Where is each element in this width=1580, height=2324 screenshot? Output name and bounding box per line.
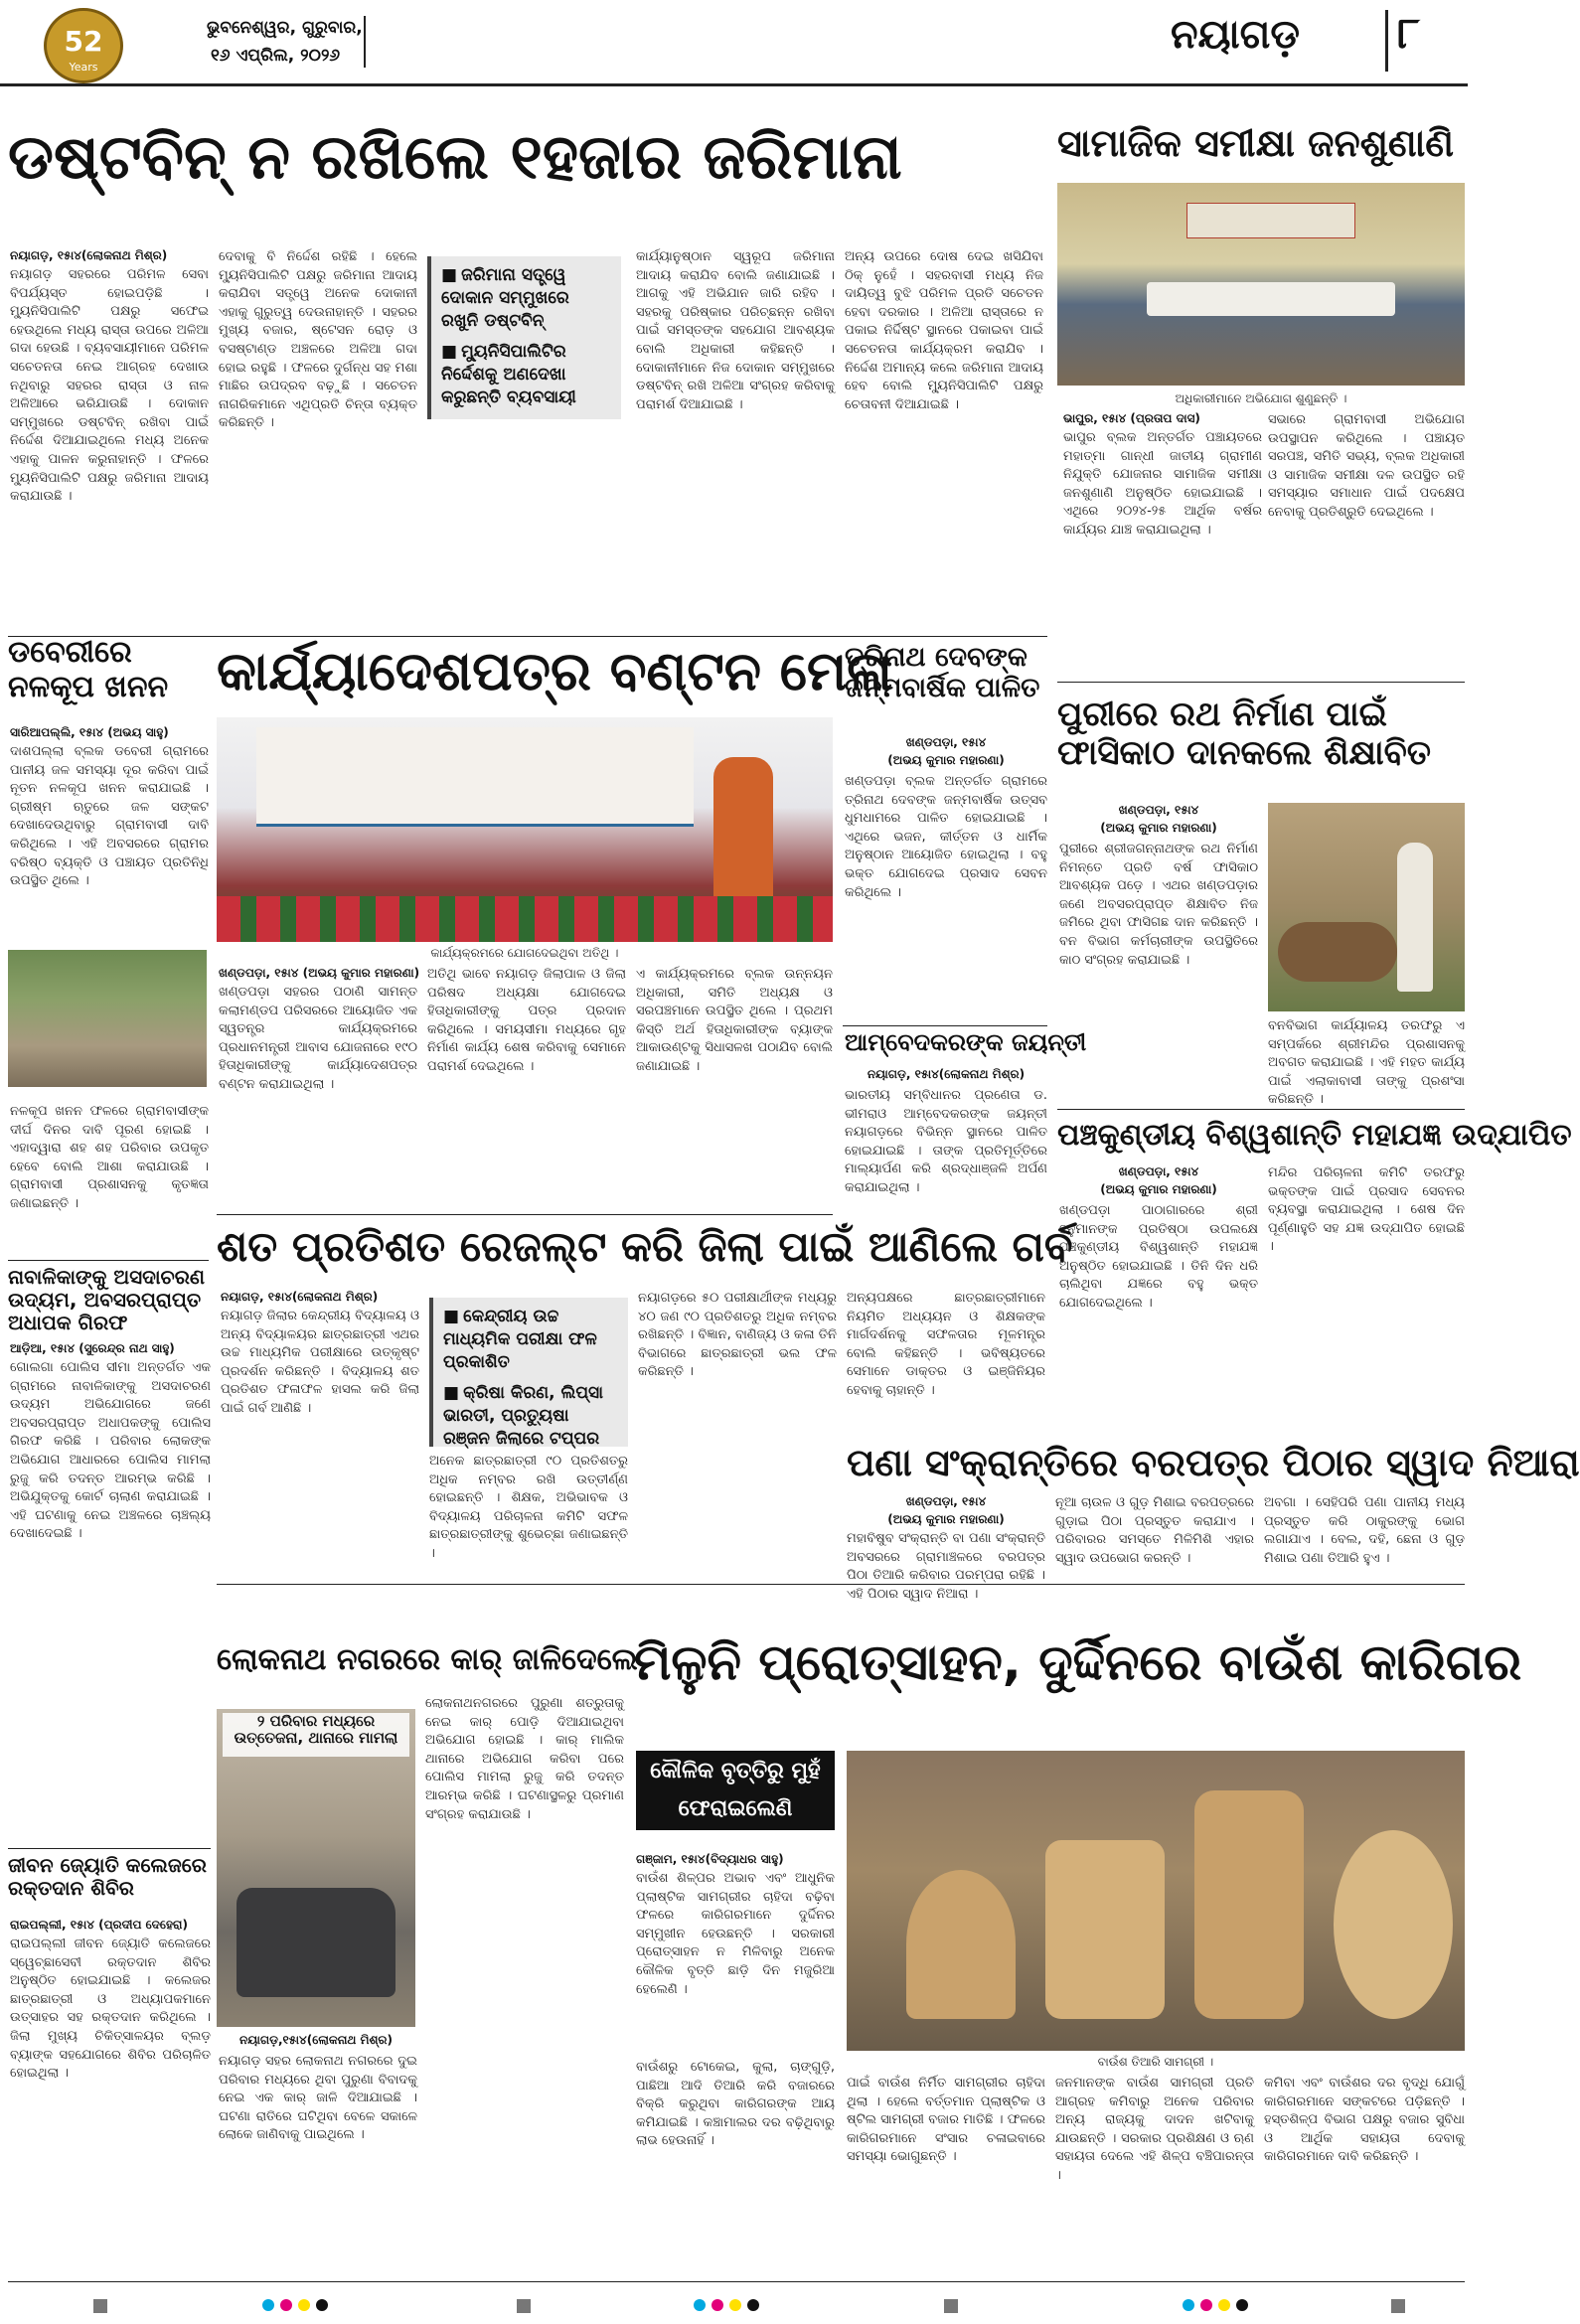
work-order-flowers bbox=[217, 896, 833, 942]
result-highlights bbox=[429, 1298, 628, 1447]
lead-highlight-1: ■ ଜରିମାନା ସତ୍ତ୍ୱେ ଦୋକାନ ସମ୍ମୁଖରେ ରଖୁନି ଡଷ୍ଟବିନ୍ bbox=[441, 264, 611, 333]
footer-rule bbox=[8, 2281, 1465, 2282]
social-audit-dateline: ଭାପୁର, ୧୫ା୪ (ପ୍ରତାପ ଦାସ) bbox=[1063, 411, 1200, 425]
social-audit-bottom-rule bbox=[1057, 682, 1465, 683]
social-audit-caption: ଅଧିକାରୀମାନେ ଅଭିଯୋଗ ଶୁଣୁଛନ୍ତି । bbox=[1175, 391, 1347, 405]
welfare-body: ଗୋଲଗା ପୋଲିସ ସୀମା ଅନ୍ତର୍ଗତ ଏକ ଗ୍ରାମରେ ନାବାଳିକାଙ୍କୁ ଅସଦାଚରଣ ଉଦ୍ୟମ ଅଭିଯୋଗରେ ଜଣେ ଅବସରପ୍ରାପ୍ତ ଅଧାପକଙ୍କୁ ପୋଲିସ ଗିରଫ କରିଛି । ପରିବାର ଲୋକଙ୍କ ଅଭିଯୋଗ ଆଧାରରେ ପୋଲିସ ମାମଲା ରୁଜୁ କରି ତଦନ୍ତ ଆରମ୍ଭ କରିଛି । ଅଭିଯୁକ୍ତକୁ କୋର୍ଟ ଚାଲାଣ କରାଯାଇଛି । ଏହି ଘଟଣାକୁ ନେଇ ଅଞ୍ଚଳରେ ଚାଞ୍ଚଲ୍ୟ ଦେଖାଦେଇଛି । bbox=[10, 1360, 211, 1542]
car-subheadline: ୨ ପରିବାର ମଧ୍ୟରେ ଉତ୍ତେଜନା, ଥାନାରେ ମାମଲା bbox=[223, 1713, 409, 1757]
masthead-place-date: ଭୁବନେଶ୍ୱର, ଗୁରୁବାର, bbox=[207, 18, 363, 38]
artisans-caption: ବାଉଁଶ ତିଆରି ସାମଗ୍ରୀ । bbox=[1097, 2055, 1214, 2069]
work-order-bottom-rule bbox=[217, 1214, 833, 1215]
chariot-dateline: ଖଣ୍ଡପଡ଼ା, ୧୫ା୪ bbox=[1118, 803, 1199, 817]
car-dateline: ନୟାଗଡ଼,୧୫ା୪(ଲୋକନାଥ ମିଶ୍ର) bbox=[238, 2033, 394, 2047]
masthead-divider-right bbox=[1385, 10, 1388, 72]
result-bottom-rule bbox=[217, 1584, 1465, 1585]
car-wreck bbox=[237, 1888, 395, 1997]
lead-column-1: ନୟାଗଡ଼ ସହରରେ ପରିମଳ ସେବା ବିପର୍ଯ୍ୟସ୍ତ ହୋଇପଡ଼ିଛି । ମ୍ୟୁନିସିପାଲିଟି ପକ୍ଷରୁ ସଫେଇ ହେଉଥିଲେ ମଧ୍ୟ ରାସ୍ତା ଉପରେ ଅଳିଆ ଗଦା ହେଉଛି । ବ୍ୟବସାୟୀମାନେ ପରିମଳ ସଚେତନତା ନେଇ ଆଗ୍ରହ ଦେଖାଉ ନଥିବାରୁ ସହରର ରାସ୍ତା ଓ ନାଳ ଅଳିଆରେ ଭରିଯାଉଛି । ଦୋକାନ ସମ୍ମୁଖରେ ଡଷ୍ଟବିନ୍ ରଖିବା ପାଇଁ ନିର୍ଦ୍ଦେଶ ଦିଆଯାଇଥିଲେ ମଧ୍ୟ ଅନେକ ଏହାକୁ ପାଳନ କରୁନାହାନ୍ତି । ଫଳରେ ମ୍ୟୁନିସିପାଲିଟି ପକ୍ଷରୁ ଜରିମାନା ଆଦାୟ କରାଯାଉଛି । bbox=[10, 267, 209, 505]
lead-dateline: ନୟାଗଡ଼, ୧୫ା୪(ଲୋକନାଥ ମିଶ୍ର) bbox=[10, 248, 168, 262]
chariot-bottom-rule bbox=[1057, 1109, 1465, 1110]
work-order-photo bbox=[217, 717, 833, 942]
ambedkar-headline: ଆମ୍ବେଦକରଙ୍କ ଜୟନ୍ତୀ bbox=[845, 1028, 1087, 1056]
artisans-column-2: ବାଉଁଶରୁ ଟୋକେଇ, କୁଲା, ଚାଙ୍ଗୁଡ଼ି, ପାଛିଆ ଆଦି ତିଆରି କରି ବଜାରରେ ବିକ୍ରି କରୁଥିବା କାରିଗରଙ୍କ ଆୟ କମିଯାଇଛି । କଞ୍ଚାମାଲର ଦର ବଢ଼ିଥିବାରୁ ଲାଭ ହେଉନାହିଁ । bbox=[636, 2060, 835, 2149]
result-headline: ଶତ ପ୍ରତିଶତ ରେଜଲ୍ଟ କରି ଜିଲା ପାଇଁ ଆଣିଲେ ଗର୍ବ bbox=[217, 1222, 1073, 1271]
work-order-stage-banner bbox=[256, 727, 694, 827]
car-column-2: ଲୋକନାଥନଗରରେ ପୁରୁଣା ଶତ୍ରୁତାକୁ ନେଇ କାର୍ ପୋଡ଼ି ଦିଆଯାଇଥିବା ଅଭିଯୋଗ ହୋଇଛି । କାର୍ ମାଲିକ ଥାନାରେ ଅଭିଯୋଗ କରିବା ପରେ ପୋଲିସ ମାମଲା ରୁଜୁ କରି ତଦନ୍ତ ଆରମ୍ଭ କରିଛି । ଘଟଣାସ୍ଥଳରୁ ପ୍ରମାଣ ସଂଗ୍ରହ କରାଯାଉଛି । bbox=[425, 1696, 624, 1822]
lead-highlights bbox=[427, 256, 621, 419]
trinath-body: ଖଣ୍ଡପଡ଼ା ବ୍ଲକ ଅନ୍ତର୍ଗତ ଗ୍ରାମରେ ତ୍ରିନାଥ ଦେବଙ୍କ ଜନ୍ମବାର୍ଷିକ ଉତ୍ସବ ଧୁମଧାମରେ ପାଳିତ ହୋଇଯାଇଛି । ଏଥିରେ ଭଜନ, କୀର୍ତ୍ତନ ଓ ଧାର୍ମିକ ଅନୁଷ୍ଠାନ ଆୟୋଜିତ ହୋଇଥିଲା । ବହୁ ଭକ୍ତ ଯୋଗଦେଇ ପ୍ରସାଦ ସେବନ କରିଥିଲେ । bbox=[845, 774, 1047, 900]
artisans-column-5: କମିବା ଏବଂ ବାଉଁଶର ଦର ବୃଦ୍ଧି ଯୋଗୁଁ କାରିଗରମାନେ ସଙ୍କଟରେ ପଡ଼ିଛନ୍ତି । ହସ୍ତଶିଳ୍ପ ବିଭାଗ ପକ୍ଷରୁ ବଜାର ସୁବିଧା ଓ ଆର୍ଥିକ ସହାୟତା ଦେବାକୁ କାରିଗରମାନେ ଦାବି କରିଛନ୍ତି । bbox=[1264, 2076, 1465, 2165]
car-column-1: ନୟାଗଡ଼ ସହର ଲୋକନାଥ ନଗରରେ ଦୁଇ ପରିବାର ମଧ୍ୟରେ ଥିବା ପୁରୁଣା ବିବାଦକୁ ନେଇ ଏକ କାର୍ ଜାଳି ଦିଆଯାଇଛି । ଘଟଣା ରାତିରେ ଘଟିଥିବା ବେଳେ ସକାଳେ ଲୋକେ ଜାଣିବାକୁ ପାଇଥିଲେ । bbox=[219, 2054, 417, 2143]
ambedkar-dateline: ନୟାଗଡ଼, ୧୫ା୪(ଲୋକନାଥ ମିଶ୍ର) bbox=[867, 1067, 1026, 1081]
work-order-column-2: ଅତିଥି ଭାବେ ନୟାଗଡ଼ ଜିଲାପାଳ ଓ ଜିଲା ପରିଷଦ ଅଧ୍ୟକ୍ଷା ଯୋଗଦେଇ ହିତାଧିକାରୀଙ୍କୁ ପତ୍ର ପ୍ରଦାନ କରିଥିଲେ । ସମୟସୀମା ମଧ୍ୟରେ ଗୃହ ନିର୍ମାଣ କାର୍ଯ୍ୟ ଶେଷ କରିବାକୁ ସେମାନେ ପରାମର୍ଶ ଦେଇଥିଲେ । bbox=[427, 967, 626, 1074]
artisans-dateline: ଗଞ୍ଜାମ, ୧୫ା୪(ବିଦ୍ୟାଧର ସାହୁ) bbox=[636, 1852, 784, 1866]
yagna-byline: (ଅଭୟ କୁମାର ମହାରଣା) bbox=[1100, 1182, 1217, 1196]
tubewell-dateline: ସାରିଆପଲ୍ଲି, ୧୫ା୪ (ଅଭୟ ସାହୁ) bbox=[10, 725, 169, 739]
social-audit-headline: ସାମାଜିକ ସମୀକ୍ଷା ଜନଶୁଣାଣି bbox=[1057, 121, 1455, 165]
pana-byline: (ଅଭୟ କୁମାର ମହାରଣା) bbox=[887, 1512, 1005, 1526]
pana-column-3: ଅବଗା । ସେହିପରି ପଣା ପାନୀୟ ମଧ୍ୟ ପ୍ରସ୍ତୁତ କରି ଠାକୁରଙ୍କୁ ଭୋଗ ଲଗାଯାଏ । ବେଲ, ଦହି, ଛେନା ଓ ଗୁଡ଼ ମିଶାଇ ପଣା ତିଆରି ହୁଏ । bbox=[1264, 1495, 1465, 1566]
page-number: ୮ bbox=[1397, 8, 1420, 59]
masthead-divider-left bbox=[364, 16, 366, 68]
work-order-caption: କାର୍ଯ୍ୟକ୍ରମରେ ଯୋଗଦେଇଥିବା ଅତିଥି । bbox=[430, 946, 619, 960]
masthead-bottom-rule bbox=[0, 83, 1468, 86]
welfare-dateline: ଆଡ଼ିଆ, ୧୫ା୪ (ସୁରେନ୍ଦ୍ର ନାଥ ସାହୁ) bbox=[10, 1341, 175, 1355]
chariot-logs bbox=[1278, 922, 1397, 982]
tubewell-body-1: ଦାଶପଲ୍ଲା ବ୍ଲକ ଡବେରୀ ଗ୍ରାମରେ ପାନୀୟ ଜଳ ସମସ୍ୟା ଦୂର କରିବା ପାଇଁ ନୂତନ ନଳକୂପ ଖନନ କରାଯାଇଛି । ଗ୍ରୀଷ୍ମ ଋତୁରେ ଜଳ ସଙ୍କଟ ଦେଖାଦେଉଥିବାରୁ ଗ୍ରାମବାସୀ ଦାବି କରିଥିଲେ । ଏହି ଅବସରରେ ଗ୍ରାମର ବରିଷ୍ଠ ବ୍ୟକ୍ତି ଓ ପଞ୍ଚାୟତ ପ୍ରତିନିଧି ଉପସ୍ଥିତ ଥିଲେ । bbox=[10, 744, 209, 889]
tubewell-headline: ଡବେରୀରେ ନଳକୂପ ଖନନ bbox=[8, 635, 169, 704]
lead-column-2: ଦେବାକୁ ବି ନିର୍ଦ୍ଦେଶ ରହିଛି । ହେଲେ ମ୍ୟୁନିସିପାଲିଟି ପକ୍ଷରୁ ଜରିମାନା ଆଦାୟ କରାଯିବା ସତ୍ତ୍ୱେ ଅନେକ ଦୋକାନୀ ଏହାକୁ ଗୁରୁତ୍ୱ ଦେଉନାହାନ୍ତି । ସହରର ମୁଖ୍ୟ ବଜାର, ଷ୍ଟେସନ ରୋଡ଼ ଓ ବସଷ୍ଟାଣ୍ଡ ଅଞ୍ଚଳରେ ଅଳିଆ ଗଦା ହୋଇ ରହୁଛି । ଫଳରେ ଦୁର୍ଗନ୍ଧ ସହ ମଶା ମାଛିର ଉପଦ୍ରବ ବଢ଼ୁଛି । ସଚେତନ ନାଗରିକମାନେ ଏଥିପ୍ରତି ଚିନ୍ତା ବ୍ୟକ୍ତ କରିଛନ୍ତି । bbox=[219, 249, 417, 431]
masthead-date: ୧୬ ଏପ୍ରିଲ, ୨୦୨୬ bbox=[211, 46, 341, 66]
section-name: ନୟାଗଡ଼ bbox=[1171, 12, 1301, 58]
yagna-column-1: ଖଣ୍ଡପଡ଼ା ପାଠାଗାରରେ ଶ୍ରୀ ହନୁମାନଙ୍କ ପ୍ରତିଷ୍ଠା ଉପଲକ୍ଷେ ପଞ୍ଚକୁଣ୍ଡୀୟ ବିଶ୍ୱଶାନ୍ତି ମହାଯଜ୍ଞ ଅନୁଷ୍ଠିତ ହୋଇଯାଇଛି । ତିନି ଦିନ ଧରି ଚାଲିଥିବା ଯଜ୍ଞରେ ବହୁ ଭକ୍ତ ଯୋଗଦେଇଥିଲେ । bbox=[1059, 1203, 1258, 1311]
artisans-basket-1 bbox=[906, 1870, 1016, 2019]
artisans-column-3: ପାଇଁ ବାଉଁଶ ନିର୍ମିତ ସାମଗ୍ରୀର ଚାହିଦା ଥିଲା । ହେଲେ ବର୍ତ୍ତମାନ ପ୍ଲାଷ୍ଟିକ ଓ ଷ୍ଟିଲ ସାମଗ୍ରୀ ବଜାର ମାତିଛି । ଫଳରେ କାରିଗରମାନେ ସଂସାର ଚଳାଇବାରେ ସମସ୍ୟା ଭୋଗୁଛନ୍ତି । bbox=[847, 2076, 1045, 2165]
artisans-label: କୌଳିକ ବୃତ୍ତିରୁ ମୁହଁ ଫେରାଇଲେଣି bbox=[636, 1751, 835, 1830]
trinath-dateline: ଖଣ୍ଡପଡ଼ା, ୧୫ା୪ bbox=[905, 735, 987, 749]
result-highlight-2: ■ କ୍ରିଷା କିରଣ, ଲିପ୍ସା ଭାରତୀ, ପ୍ରତ୍ୟୁଷା ରଞ୍ଜନ ଜିଲାରେ ଟପ୍‌ପର bbox=[443, 1382, 618, 1451]
pana-column-2: ନୂଆ ଚାଉଳ ଓ ଗୁଡ଼ ମିଶାଇ ବରପତ୍ରରେ ଗୁଡ଼ାଇ ପିଠା ପ୍ରସ୍ତୁତ କରାଯାଏ । ପରିବାରର ସମସ୍ତେ ମିଳିମିଶି ଏହାର ସ୍ୱାଦ ଉପଭୋଗ କରନ୍ତି । bbox=[1055, 1495, 1254, 1566]
artisans-basket-3 bbox=[1194, 1790, 1304, 2019]
result-column-1: ନୟାଗଡ଼ ଜିଲାର କେନ୍ଦ୍ରୀୟ ବିଦ୍ୟାଳୟ ଓ ଅନ୍ୟ ବିଦ୍ୟାଳୟର ଛାତ୍ରଛାତ୍ରୀ ଏଥର ଉଚ୍ଚ ମାଧ୍ୟମିକ ପରୀକ୍ଷାରେ ଉତ୍କୃଷ୍ଟ ପ୍ରଦର୍ଶନ କରିଛନ୍ତି । ବିଦ୍ୟାଳୟ ଶତ ପ୍ରତିଶତ ଫଳାଫଳ ହାସଲ କରି ଜିଲା ପାଇଁ ଗର୍ବ ଆଣିଛି । bbox=[221, 1309, 419, 1416]
welfare-bottom-rule bbox=[8, 1848, 211, 1849]
artisans-basket-4 bbox=[1334, 1830, 1453, 2019]
pana-column-1: ମହାବିଷୁବ ସଂକ୍ରାନ୍ତି ବା ପଣା ସଂକ୍ରାନ୍ତି ଅବସରରେ ଗ୍ରାମାଞ୍ଚଳରେ ବରପତ୍ର ପିଠା ତିଆରି କରିବାର ପରମ୍ପରା ରହିଛି । ଏହି ପିଠାର ସ୍ୱାଦ ନିଆରା । bbox=[847, 1531, 1045, 1602]
badge-text: Years bbox=[69, 61, 98, 74]
blood-body: ରାଇପଲ୍ଲୀ ଜୀବନ ଜ୍ୟୋତି କଲେଜରେ ସ୍ୱେଚ୍ଛାସେବୀ ରକ୍ତଦାନ ଶିବିର ଅନୁଷ୍ଠିତ ହୋଇଯାଇଛି । କଲେଜର ଛାତ୍ରଛାତ୍ରୀ ଓ ଅଧ୍ୟାପକମାନେ ଉତ୍ସାହର ସହ ରକ୍ତଦାନ କରିଥିଲେ । ଜିଲା ମୁଖ୍ୟ ଚିକିତ୍ସାଳୟର ବ୍ଲଡ଼ ବ୍ୟାଙ୍କ ସହଯୋଗରେ ଶିବିର ପରିଚାଳିତ ହୋଇଥିଲା । bbox=[10, 1937, 211, 2082]
chariot-photo bbox=[1268, 803, 1465, 1011]
pana-headline: ପଣା ସଂକ୍ରାନ୍ତିରେ ବରପତ୍ର ପିଠାର ସ୍ୱାଦ ନିଆରା bbox=[847, 1441, 1580, 1484]
ambedkar-body: ଭାରତୀୟ ସମ୍ବିଧାନର ପ୍ରଣେତା ଡ. ଭୀମରାଓ ଆମ୍ବେଦକରଙ୍କ ଜୟନ୍ତୀ ନୟାଗଡ଼ରେ ବିଭିନ୍ନ ସ୍ଥାନରେ ପାଳିତ ହୋଇଯାଇଛି । ତାଙ୍କ ପ୍ରତିମୂର୍ତ୍ତିରେ ମାଲ୍ୟାର୍ପଣ କରି ଶ୍ରଦ୍ଧାଞ୍ଜଳି ଅର୍ପଣ କରାଯାଇଥିଲା । bbox=[845, 1088, 1047, 1195]
chariot-person bbox=[1397, 843, 1433, 992]
artisans-headline: ମିଳୁନି ପ୍ରୋତ୍ସାହନ, ଦୁର୍ଦ୍ଦିନରେ ବାଉଁଶ କାରିଗର bbox=[634, 1633, 1522, 1691]
pana-dateline: ଖଣ୍ଡପଡ଼ା, ୧୫ା୪ bbox=[905, 1494, 987, 1508]
social-audit-column-2: ସଭାରେ ଗ୍ରାମବାସୀ ଅଭିଯୋଗ ଉପସ୍ଥାପନ କରିଥିଲେ । ପଞ୍ଚାୟତ ସରପଞ୍ଚ, ସମିତି ସଭ୍ୟ, ବ୍ଲକ ଅଧିକାରୀ ଓ ସାମାଜିକ ସମୀକ୍ଷା ଦଳ ଉପସ୍ଥିତ ରହି ସମସ୍ୟାର ସମାଧାନ ପାଇଁ ପଦକ୍ଷେପ ନେବାକୁ ପ୍ରତିଶ୍ରୁତି ଦେଇଥିଲେ । bbox=[1268, 412, 1465, 520]
result-column-3: ନୟାଗଡ଼ରେ ୫୦ ପରୀକ୍ଷାର୍ଥୀଙ୍କ ମଧ୍ୟରୁ ୪୦ ଜଣ ୯୦ ପ୍ରତିଶତରୁ ଅଧିକ ନମ୍ବର ରଖିଛନ୍ତି । ବିଜ୍ଞାନ, ବାଣିଜ୍ୟ ଓ କଳା ତିନି ବିଭାଗରେ ଛାତ୍ରଛାତ୍ରୀ ଭଲ ଫଳ କରିଛନ୍ତି । bbox=[638, 1291, 837, 1380]
lead-column-3: କାର୍ଯ୍ୟାନୁଷ୍ଠାନ ସ୍ୱରୂପ ଜରିମାନା ଆଦାୟ କରାଯିବ ବୋଲି ଜଣାଯାଇଛି । ଆଗକୁ ଏହି ଅଭିଯାନ ଜାରି ରହିବ । ସହରକୁ ପରିଷ୍କାର ପରିଚ୍ଛନ୍ନ ରଖିବା ପାଇଁ ସମସ୍ତଙ୍କ ସହଯୋଗ ଆବଶ୍ୟକ ବୋଲି ଅଧିକାରୀ କହିଛନ୍ତି । ଦୋକାନୀମାନେ ନିଜ ଦୋକାନ ସମ୍ମୁଖରେ ଡଷ୍ଟବିନ୍ ରଖି ଅଳିଆ ସଂଗ୍ରହ କରିବାକୁ ପରାମର୍ଶ ଦିଆଯାଇଛି । bbox=[636, 249, 835, 412]
tubewell-bottom-rule bbox=[8, 1260, 209, 1261]
trinath-bottom-rule bbox=[843, 1025, 1047, 1026]
artisans-basket-2 bbox=[1045, 1840, 1165, 2019]
yagna-headline: ପଞ୍ଚକୁଣ୍ଡୀୟ ବିଶ୍ୱଶାନ୍ତି ମହାଯଜ୍ଞ ଉଦ୍‌ଯାପିତ bbox=[1057, 1118, 1572, 1153]
social-audit-photo bbox=[1057, 183, 1465, 386]
social-audit-table bbox=[1147, 282, 1395, 316]
badge-number: 52 bbox=[64, 25, 103, 58]
yagna-dateline: ଖଣ୍ଡପଡ଼ା, ୧୫ା୪ bbox=[1118, 1164, 1199, 1178]
welfare-headline: ନାବାଳିକାଙ୍କୁ ଅସଦାଚରଣ ଉଦ୍ୟମ, ଅବସରପ୍ରାପ୍ତ ଅଧାପକ ଗିରଫ bbox=[8, 1265, 206, 1334]
result-dateline: ନୟାଗଡ଼, ୧୫ା୪(ଲୋକନାଥ ମିଶ୍ର) bbox=[221, 1290, 379, 1304]
work-order-column-3: ଏ କାର୍ଯ୍ୟକ୍ରମରେ ବ୍ଲକ ଉନ୍ନୟନ ଅଧିକାରୀ, ସମିତି ଅଧ୍ୟକ୍ଷ ଓ ସରପଞ୍ଚମାନେ ଉପସ୍ଥିତ ଥିଲେ । ପ୍ରଥମ କିସ୍ତି ଅର୍ଥ ହିତାଧିକାରୀଙ୍କ ବ୍ୟାଙ୍କ ଆକାଉଣ୍ଟକୁ ସିଧାସଳଖ ପଠାଯିବ ବୋଲି ଜଣାଯାଇଛି । bbox=[636, 967, 833, 1074]
footer-registration-marks bbox=[0, 2295, 1468, 2317]
tubewell-photo bbox=[8, 950, 207, 1087]
artisans-column-4: ଜନମାନଙ୍କ ବାଉଁଶ ସାମଗ୍ରୀ ପ୍ରତି ଆଗ୍ରହ କମିବାରୁ ଅନେକ ପରିବାର ଅନ୍ୟ ରାଜ୍ୟକୁ ଦାଦନ ଖଟିବାକୁ ଯାଉଛନ୍ତି । ସରକାର ପ୍ରଶିକ୍ଷଣ ଓ ଋଣ ସହାୟତା ଦେଲେ ଏହି ଶିଳ୍ପ ବଞ୍ଚିପାରନ୍ତା । bbox=[1055, 2076, 1254, 2183]
trinath-byline: (ଅଭୟ କୁମାର ମହାରଣା) bbox=[887, 753, 1005, 767]
chariot-byline: (ଅଭୟ କୁମାର ମହାରଣା) bbox=[1100, 821, 1217, 835]
yagna-column-2: ମନ୍ଦିର ପରିଚାଳନା କମିଟି ତରଫରୁ ଭକ୍ତଙ୍କ ପାଇଁ ପ୍ରସାଦ ସେବନର ବ୍ୟବସ୍ଥା କରାଯାଇଥିଲା । ଶେଷ ଦିନ ପୂର୍ଣ୍ଣାହୁତି ସହ ଯଜ୍ଞ ଉଦ୍‌ଯାପିତ ହୋଇଛି । bbox=[1268, 1165, 1465, 1255]
car-headline: ଲୋକନାଥ ନଗରରେ କାର୍ ଜାଳିଦେଲେ bbox=[217, 1642, 638, 1677]
lead-highlight-2: ■ ମ୍ୟୁନିସିପାଲିଟିର ନିର୍ଦ୍ଦେଶକୁ ଅଣଦେଖା କରୁଛନ୍ତି ବ୍ୟବସାୟୀ bbox=[441, 341, 611, 409]
artisans-column-1: ବାଉଁଶ ଶିଳ୍ପର ଅଭାବ ଏବଂ ଆଧୁନିକ ପ୍ଲାଷ୍ଟିକ ସାମଗ୍ରୀର ଚାହିଦା ବଢ଼ିବା ଫଳରେ କାରିଗରମାନେ ଦୁର୍ଦ୍ଦିନର ସମ୍ମୁଖୀନ ହେଉଛନ୍ତି । ସରକାରୀ ପ୍ରୋତ୍ସାହନ ନ ମିଳିବାରୁ ଅନେକ କୌଳିକ ବୃତ୍ତି ଛାଡ଼ି ଦିନ ମଜୁରିଆ ହେଲେଣି । bbox=[636, 1871, 835, 1997]
lead-headline: ଡଷ୍ଟବିନ୍ ନ ରଖିଲେ ୧ହଜାର ଜରିମାନା bbox=[8, 120, 902, 193]
chariot-body-2: ବନବିଭାଗ କାର୍ଯ୍ୟାଳୟ ତରଫରୁ ଏ ସମ୍ପର୍କରେ ଶ୍ରୀମନ୍ଦିର ପ୍ରଶାସନକୁ ଅବଗତ କରାଯାଇଛି । ଏହି ମହତ କାର୍ଯ୍ୟ ପାଇଁ ଏଲାକାବାସୀ ତାଙ୍କୁ ପ୍ରଶଂସା କରିଛନ୍ତି । bbox=[1268, 1018, 1465, 1108]
masthead bbox=[0, 0, 1468, 87]
chariot-headline: ପୁରୀରେ ରଥ ନିର୍ମାଣ ପାଇଁ ଫାସିକାଠ ଦାନକଲେ ଶିକ୍ଷାବିତ bbox=[1057, 695, 1432, 774]
result-highlight-1: ■ କେନ୍ଦ୍ରୀୟ ଉଚ୍ଚ ମାଧ୍ୟମିକ ପରୀକ୍ଷା ଫଳ ପ୍ରକାଶିତ bbox=[443, 1306, 618, 1374]
result-column-2: ଅନେକ ଛାତ୍ରଛାତ୍ରୀ ୯୦ ପ୍ରତିଶତରୁ ଅଧିକ ନମ୍ବର ରଖି ଉତ୍ତୀର୍ଣ୍ଣ ହୋଇଛନ୍ତି । ଶିକ୍ଷକ, ଅଭିଭାବକ ଓ ବିଦ୍ୟାଳୟ ପରିଚାଳନା କମିଟି ସଫଳ ଛାତ୍ରଛାତ୍ରୀଙ୍କୁ ଶୁଭେଚ୍ଛା ଜଣାଇଛନ୍ତି । bbox=[429, 1454, 628, 1561]
trinath-headline: ତ୍ରିନାଥ ଦେବଙ୍କ ଜନ୍ମବାର୍ଷିକ ପାଳିତ bbox=[845, 642, 1040, 704]
lead-column-4: ଅନ୍ୟ ଉପରେ ଦୋଷ ଦେଇ ଖସିଯିବା ଠିକ୍ ନୁହେଁ । ସହରବାସୀ ମଧ୍ୟ ନିଜ ଦାୟିତ୍ୱ ବୁଝି ପରିମଳ ପ୍ରତି ସଚେତନ ହେବା ଦରକାର । ଅଳିଆ ରାସ୍ତାରେ ନ ପକାଇ ନିର୍ଦ୍ଦିଷ୍ଟ ସ୍ଥାନରେ ପକାଇବା ପାଇଁ ସଚେତନତା କାର୍ଯ୍ୟକ୍ରମ କରାଯିବ । ନିର୍ଦ୍ଦେଶ ଅମାନ୍ୟ କଲେ ଜରିମାନା ଆଦାୟ ହେବ ବୋଲି ମ୍ୟୁନିସିପାଲିଟି ପକ୍ଷରୁ ଚେତାବନୀ ଦିଆଯାଇଛି । bbox=[845, 249, 1043, 412]
artisans-photo bbox=[847, 1751, 1465, 2051]
work-order-dateline: ଖଣ୍ଡପଡ଼ା, ୧୫ା୪ (ଅଭୟ କୁମାର ମହାରଣା) bbox=[219, 966, 420, 980]
car-photo bbox=[217, 1709, 415, 2027]
chariot-body: ପୁରୀରେ ଶ୍ରୀଜଗନ୍ନାଥଙ୍କ ରଥ ନିର୍ମାଣ ନିମନ୍ତେ ପ୍ରତି ବର୍ଷ ଫାସିକାଠ ଆବଶ୍ୟକ ପଡ଼େ । ଏଥର ଖଣ୍ଡପଡ଼ାର ଜଣେ ଅବସରପ୍ରାପ୍ତ ଶିକ୍ଷାବିତ ନିଜ ଜମିରେ ଥିବା ଫାସିଗଛ ଦାନ କରିଛନ୍ତି । ବନ ବିଭାଗ କର୍ମଚାରୀଙ୍କ ଉପସ୍ଥିତିରେ କାଠ ସଂଗ୍ରହ କରାଯାଇଛି । bbox=[1059, 842, 1258, 968]
blood-dateline: ରାଇପଲ୍ଲୀ, ୧୫ା୪ (ପ୍ରଦୀପ ଦେହେରା) bbox=[10, 1918, 188, 1932]
social-audit-banner bbox=[1186, 203, 1355, 238]
tubewell-body-2: ନଳକୂପ ଖନନ ଫଳରେ ଗ୍ରାମବାସୀଙ୍କ ଦୀର୍ଘ ଦିନର ଦାବି ପୂରଣ ହୋଇଛି । ଏହାଦ୍ୱାରା ଶହ ଶହ ପରିବାର ଉପକୃତ ହେବେ ବୋଲି ଆଶା କରାଯାଉଛି । ଗ୍ରାମବାସୀ ପ୍ରଶାସନକୁ କୃତଜ୍ଞତା ଜଣାଇଛନ୍ତି । bbox=[10, 1104, 209, 1211]
work-order-headline: କାର୍ଯ୍ୟାଦେଶପତ୍ର ବଣ୍ଟନ ମେଳା bbox=[217, 640, 893, 702]
anniversary-badge bbox=[44, 8, 123, 83]
social-audit-column-1: ଭାପୁର ବ୍ଲକ ଅନ୍ତର୍ଗତ ପଞ୍ଚାୟତରେ ମହାତ୍ମା ଗାନ୍ଧୀ ଜାତୀୟ ଗ୍ରାମୀଣ ନିଯୁକ୍ତି ଯୋଜନାର ସାମାଜିକ ସମୀକ୍ଷା ଜନଶୁଣାଣି ଅନୁଷ୍ଠିତ ହୋଇଯାଇଛି । ଏଥିରେ ୨୦୨୪-୨୫ ଆର୍ଥିକ ବର୍ଷର କାର୍ଯ୍ୟର ଯାଞ୍ଚ କରାଯାଇଥିଲା । bbox=[1063, 430, 1262, 538]
blood-headline: ଜୀବନ ଜ୍ୟୋତି କଲେଜରେ ରକ୍ତଦାନ ଶିବିର bbox=[8, 1853, 207, 1900]
result-column-4: ଅନ୍ୟପକ୍ଷରେ ଛାତ୍ରଛାତ୍ରୀମାନେ ନିୟମିତ ଅଧ୍ୟୟନ ଓ ଶିକ୍ଷକଙ୍କ ମାର୍ଗଦର୍ଶନକୁ ସଫଳତାର ମୂଳମନ୍ତ୍ର ବୋଲି କହିଛନ୍ତି । ଭବିଷ୍ୟତରେ ସେମାନେ ଡାକ୍ତର ଓ ଇଞ୍ଜିନିୟର ହେବାକୁ ଚାହାନ୍ତି । bbox=[847, 1291, 1045, 1398]
work-order-column-1: ଖଣ୍ଡପଡ଼ା ସହରର ପଠାଣି ସାମନ୍ତ କଲାମଣ୍ଡପ ପରିସରରେ ଆୟୋଜିତ ଏକ ସ୍ୱତନ୍ତ୍ର କାର୍ଯ୍ୟକ୍ରମରେ ପ୍ରଧାନମନ୍ତ୍ରୀ ଆବାସ ଯୋଜନାରେ ୧୯୦ ହିତାଧିକାରୀଙ୍କୁ କାର୍ଯ୍ୟାଦେଶପତ୍ର ବଣ୍ଟନ କରାଯାଇଥିଲା । bbox=[219, 985, 417, 1092]
